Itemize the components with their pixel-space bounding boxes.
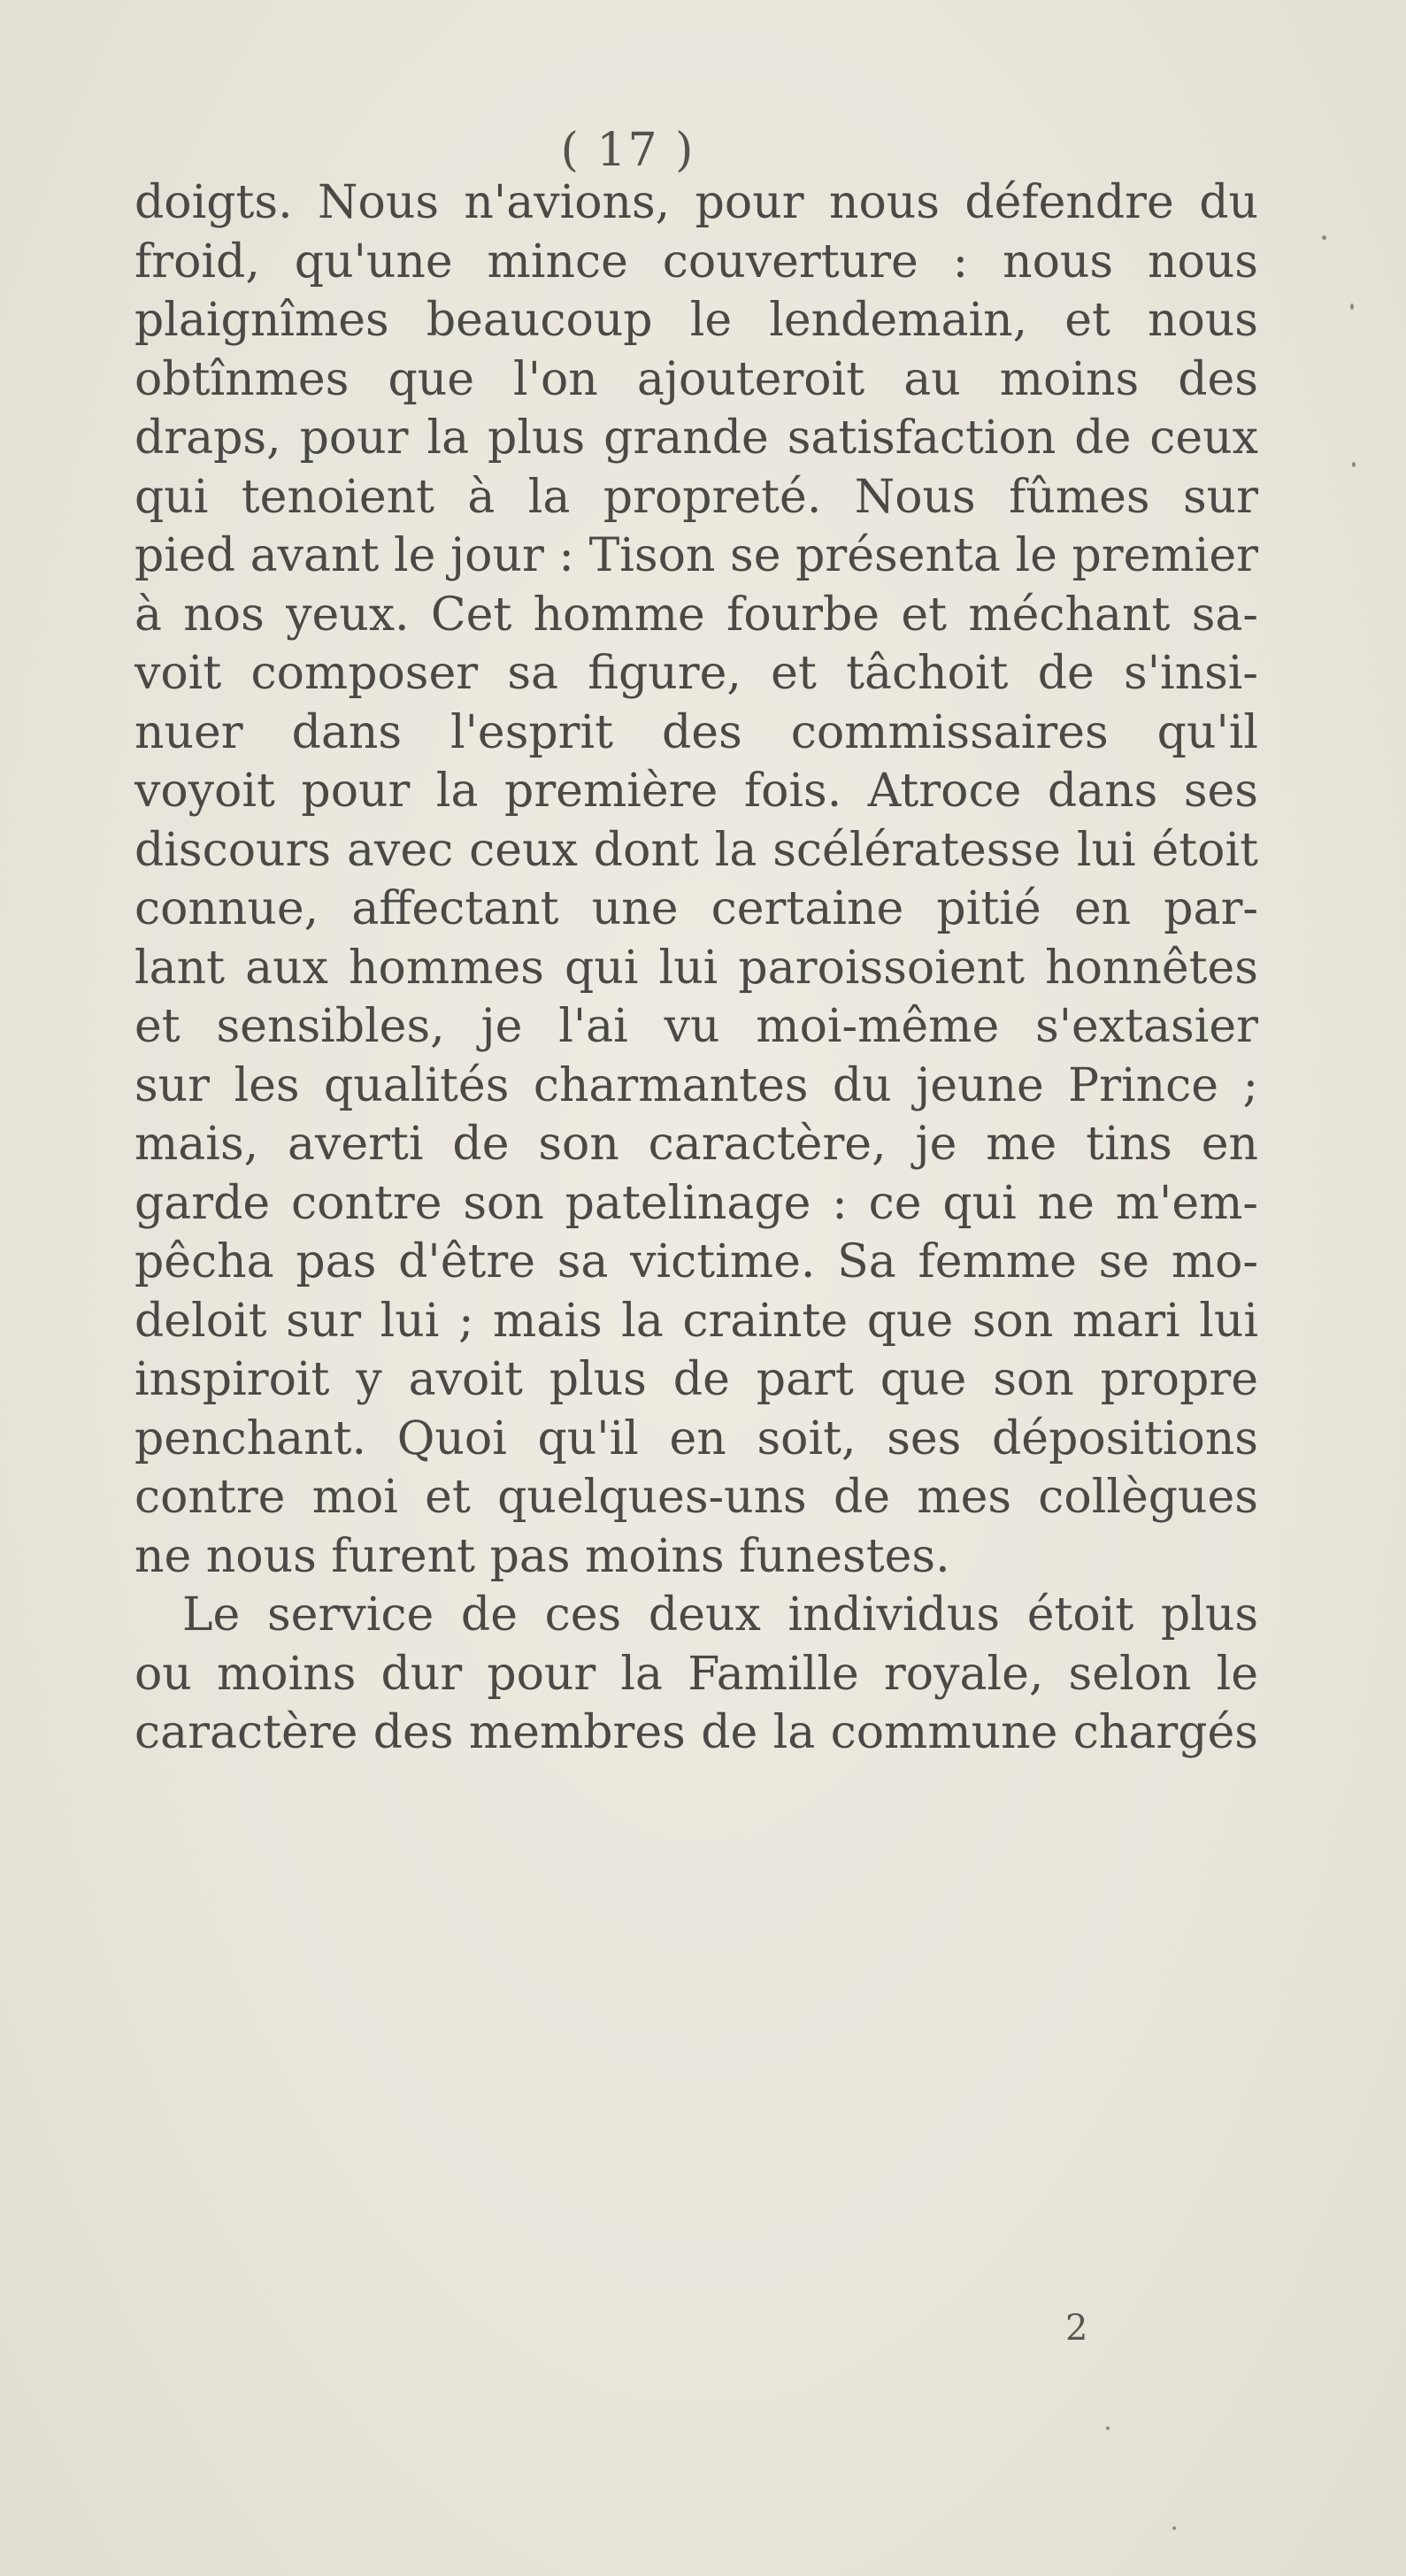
text-line: froid, qu'une mince couverture : nous nous: [134, 235, 1258, 288]
text-line: voit composer sa figure, et tâchoit de s'insi-: [134, 647, 1258, 700]
page-number-text: ( 17 ): [560, 124, 695, 177]
text-line: plaignîmes beaucoup le lendemain, et nous: [134, 294, 1258, 347]
text-line: contre moi et quelques-uns de mes collègues: [134, 1471, 1258, 1524]
text-line: ou moins dur pour la Famille royale, selon le: [134, 1647, 1258, 1701]
text-line: voyoit pour la première fois. Atroce dans ses: [134, 765, 1258, 818]
text-line: obtînmes que l'on ajouteroit au moins des: [134, 352, 1258, 406]
signature-mark: 2: [1065, 2308, 1088, 2349]
text-line: deloit sur lui ; mais la crainte que son mari lui: [134, 1294, 1258, 1348]
text-line: mais, averti de son caractère, je me tins en: [134, 1118, 1258, 1171]
text-line: nuer dans l'esprit des commissaires qu'il: [134, 705, 1258, 759]
paper-speck: [1322, 235, 1326, 240]
text-line: penchant. Quoi qu'il en soit, ses dépositions: [134, 1411, 1258, 1465]
text-line: discours avec ceux dont la scélératesse lui étoit: [134, 823, 1258, 877]
text-line: lant aux hommes qui lui paroissoient honnêtes: [134, 941, 1258, 995]
text-line: pied avant le jour : Tison se présenta le premier: [134, 529, 1258, 582]
text-line: connue, affectant une certaine pitié en par-: [134, 882, 1258, 935]
text-line: caractère des membres de la commune chargés: [134, 1706, 1258, 1759]
paper-speck: [1106, 2426, 1110, 2430]
text-line: à nos yeux. Cet homme fourbe et méchant sa-: [134, 588, 1258, 642]
paper-speck: [1350, 304, 1354, 310]
text-line: pêcha pas d'être sa victime. Sa femme se mo-: [134, 1235, 1258, 1288]
text-line: doigts. Nous n'avions, pour nous défendre du: [134, 176, 1258, 229]
paper-speck: [1172, 2526, 1176, 2530]
text-line: sur les qualités charmantes du jeune Prince ;: [134, 1058, 1258, 1112]
text-line: draps, pour la plus grande satisfaction de ceux: [134, 411, 1258, 465]
paper-speck: [1352, 462, 1356, 467]
text-line: ne nous furent pas moins funestes.: [134, 1529, 950, 1583]
text-line: et sensibles, je l'ai vu moi-même s'extasier: [134, 1000, 1258, 1053]
text-line: garde contre son patelinage : ce qui ne m'em-: [134, 1176, 1258, 1230]
body-text: [134, 173, 1258, 1763]
text-line: qui tenoient à la propreté. Nous fûmes sur: [134, 470, 1258, 524]
text-line: Le service de ces deux individus étoit plus: [182, 1588, 1258, 1642]
text-line: inspiroit y avoit plus de part que son propre: [134, 1353, 1258, 1406]
page-number-header: [0, 124, 1406, 177]
